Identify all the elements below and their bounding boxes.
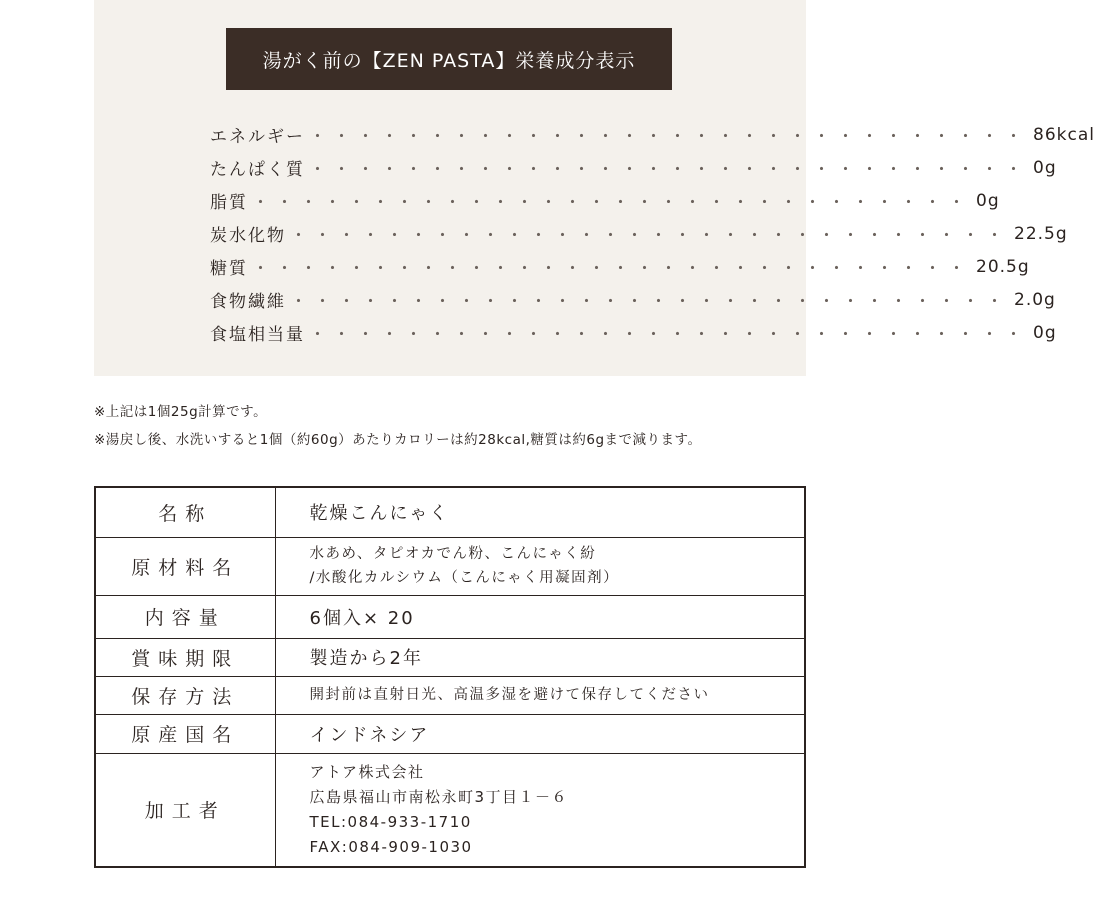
spec-value: インドネシア bbox=[275, 714, 805, 753]
nutrition-list bbox=[210, 118, 1095, 349]
spec-row-ingredients bbox=[95, 537, 805, 595]
leader-dots: ・・・・・・・・・・・・・・・・・・・・・・・・・・・・・・ bbox=[252, 193, 972, 213]
nutrition-name: 脂質 bbox=[210, 193, 248, 213]
nutrition-row-energy bbox=[210, 118, 1095, 151]
nutrition-row-carbohydrate bbox=[210, 217, 1068, 250]
spec-row-processor bbox=[95, 753, 805, 867]
ingredients-line: /水酸化カルシウム（こんにゃく用凝固剤） bbox=[309, 570, 620, 586]
spec-label: 原材料名 bbox=[95, 537, 275, 595]
spec-value bbox=[275, 537, 805, 595]
processor-company: アトア株式会社 bbox=[309, 762, 425, 781]
footnote: ※湯戻し後、水洗いすると1個（約60g）あたりカロリーは約28kcal,糖質は約6gまで減ります。 bbox=[94, 432, 702, 448]
spec-label: 加工者 bbox=[95, 753, 275, 867]
footnotes bbox=[94, 400, 854, 456]
nutrition-value: 22.5g bbox=[1014, 223, 1068, 244]
nutrition-row-fat bbox=[210, 184, 1000, 217]
nutrition-panel bbox=[94, 0, 1095, 376]
spec-row-origin bbox=[95, 714, 805, 753]
nutrition-name: 炭水化物 bbox=[210, 226, 286, 246]
nutrition-name: 食物繊維 bbox=[210, 292, 286, 312]
nutrition-row-fiber bbox=[210, 283, 1056, 316]
leader-dots: ・・・・・・・・・・・・・・・・・・・・・・・・・・・・・・ bbox=[309, 127, 1029, 147]
leader-dots: ・・・・・・・・・・・・・・・・・・・・・・・・・・・・・・ bbox=[309, 160, 1029, 180]
nutrition-row-protein bbox=[210, 151, 1057, 184]
leader-dots: ・・・・・・・・・・・・・・・・・・・・・・・・・・・・・・ bbox=[290, 226, 1010, 246]
nutrition-value: 0g bbox=[1033, 322, 1057, 343]
nutrition-name: 糖質 bbox=[210, 259, 248, 279]
nutrition-row-sugar bbox=[210, 250, 1030, 283]
nutrition-name: エネルギー bbox=[210, 127, 305, 147]
spec-label: 保存方法 bbox=[95, 676, 275, 714]
ingredients-line: 水あめ、タピオカでん粉、こんにゃく紛 bbox=[309, 546, 597, 562]
spec-value: 開封前は直射日光、高温多湿を避けて保存してください bbox=[275, 676, 805, 714]
processor-fax: FAX:084-909-1030 bbox=[309, 837, 473, 856]
nutrition-value: 86kcal bbox=[1033, 124, 1095, 145]
spec-value: 製造から2年 bbox=[275, 638, 805, 676]
nutrition-value: 0g bbox=[1033, 157, 1057, 178]
nutrition-row-salt bbox=[210, 316, 1057, 349]
spec-label: 内容量 bbox=[95, 595, 275, 638]
nutrition-value: 2.0g bbox=[1014, 289, 1056, 310]
nutrition-value: 0g bbox=[976, 190, 1000, 211]
footnote: ※上記は1個25g計算です。 bbox=[94, 404, 268, 420]
spec-value: 乾燥こんにゃく bbox=[275, 487, 805, 537]
spec-value bbox=[275, 753, 805, 867]
product-spec-table bbox=[94, 486, 806, 868]
spec-label: 名称 bbox=[95, 487, 275, 537]
processor-tel: TEL:084-933-1710 bbox=[309, 812, 472, 831]
processor-address: 広島県福山市南松永町3丁目１－６ bbox=[309, 787, 569, 806]
spec-row-storage bbox=[95, 676, 805, 714]
spec-row-name bbox=[95, 487, 805, 537]
nutrition-value: 20.5g bbox=[976, 256, 1030, 277]
spec-row-contents bbox=[95, 595, 805, 638]
nutrition-title: 湯がく前の【ZEN PASTA】栄養成分表示 bbox=[226, 28, 672, 90]
leader-dots: ・・・・・・・・・・・・・・・・・・・・・・・・・・・・・・ bbox=[252, 259, 972, 279]
spec-row-best-before bbox=[95, 638, 805, 676]
leader-dots: ・・・・・・・・・・・・・・・・・・・・・・・・・・・・・・ bbox=[290, 292, 1010, 312]
spec-label: 原産国名 bbox=[95, 714, 275, 753]
leader-dots: ・・・・・・・・・・・・・・・・・・・・・・・・・・・・・・ bbox=[309, 325, 1029, 345]
nutrition-name: たんぱく質 bbox=[210, 160, 305, 180]
spec-value: 6個入× 20 bbox=[275, 595, 805, 638]
spec-label: 賞味期限 bbox=[95, 638, 275, 676]
nutrition-name: 食塩相当量 bbox=[210, 325, 305, 345]
